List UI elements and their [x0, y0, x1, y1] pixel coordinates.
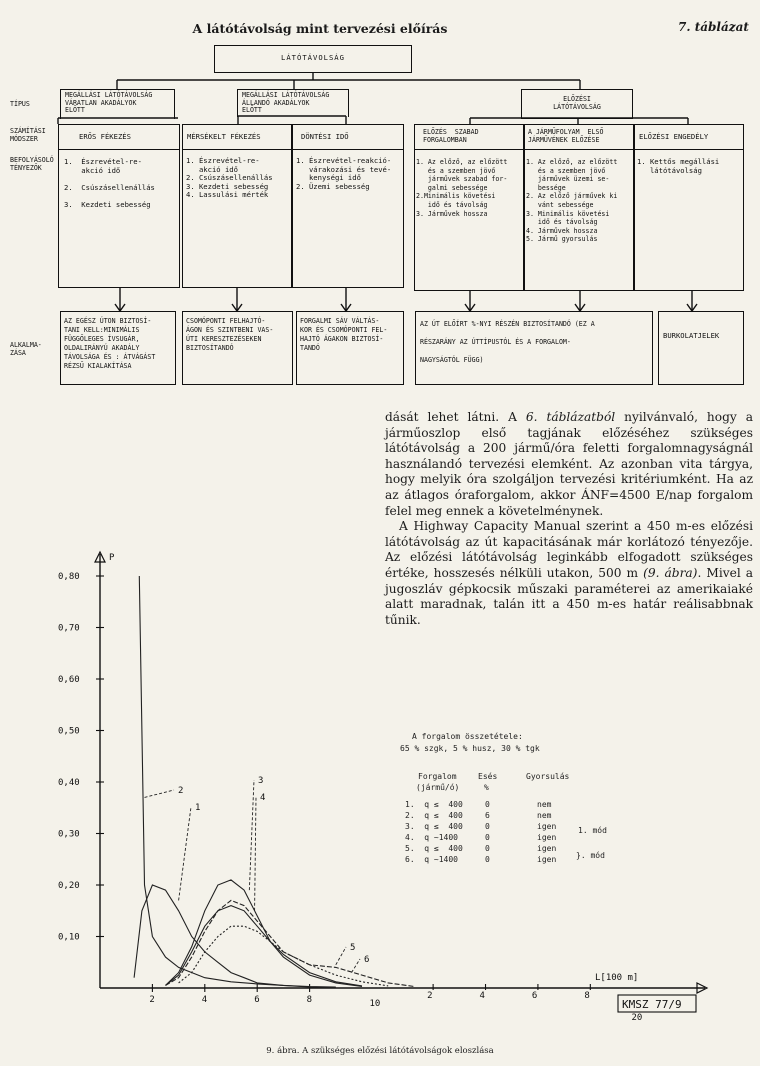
method-label: ELŐZÉS SZABAD FORGALOMBAN [423, 128, 479, 144]
legend-row: 5. q ≤ 400 0 igen [405, 844, 557, 853]
series-label-5: 5 [350, 943, 356, 953]
legend-title: A forgalom összetétele: [412, 732, 523, 741]
legend-row: 4. q ~1400 0 igen [405, 833, 557, 842]
column-6-header [634, 124, 744, 150]
series-leader [145, 790, 174, 797]
legend-col1b: (jármű/ó) [416, 783, 460, 792]
x-tick-label: 4 [201, 995, 208, 1005]
x-axis-label: L[100 m] [595, 973, 639, 983]
series-label-3: 3 [258, 776, 264, 786]
y-tick-label: 0,30 [58, 829, 80, 840]
series-line-2 [139, 576, 335, 987]
x-tick-label: 2 [149, 995, 155, 1005]
method-label: DÖNTÉSI IDŐ [301, 132, 349, 141]
method-label: ERŐS FÉKEZÉS [79, 132, 131, 141]
series-label-2: 2 [178, 786, 184, 796]
x-tick-label: 6 [531, 991, 538, 1001]
x-tick-label: 8 [306, 995, 313, 1005]
x-tick-label: 4 [479, 991, 485, 1001]
row-label-tipus: TÍPUS [10, 100, 30, 108]
root-label: LÁTÓTÁVOLSÁG [281, 53, 345, 62]
y-tick-label: 0,70 [58, 623, 80, 634]
x-tick-label: 8 [584, 991, 590, 1001]
type-box-3 [521, 89, 633, 119]
type-box-2 [237, 89, 349, 117]
x-tick-label: 6 [254, 995, 260, 1005]
x-tick-label: 10 [369, 999, 381, 1009]
application-box-4 [415, 311, 653, 385]
distribution-chart [0, 540, 760, 1020]
factors-1: 1. Észrevétel-re- akció idő 2. Csúszásellenállás 3. Kezdeti sebesség [64, 157, 155, 209]
legend-mode-2: }. mód [576, 851, 605, 860]
x-tick-label: 20 [631, 1013, 643, 1020]
series-leader [249, 780, 254, 890]
y-tick-label: 0,40 [58, 778, 80, 788]
type-box-1 [60, 89, 175, 119]
series-leader [352, 959, 360, 973]
column-3-header [292, 124, 404, 150]
application-text: AZ ÚT ELŐÍRT %-NYI RÉSZÉN BIZTOSÍTANDÓ (EZ A RÉSZARÁNY AZ ÚTTÍPUSTÓL ÉS A FORGALOM- NAGYSÁGTÓL FÜGG) [420, 320, 595, 364]
application-box-2 [182, 311, 293, 385]
legend-col3: Gyorsulás [526, 772, 570, 781]
application-box-1 [60, 311, 176, 385]
row-label-modszer: SZÁMÍTÁSI MÓDSZER [10, 127, 46, 143]
y-tick-label: 0,50 [58, 726, 80, 737]
column-1-header [58, 124, 180, 150]
factors-5: 1. Az előző, az előzött és a szemben jövő járművek üzemi se- bessége 2. Az előző járművek ki vánt sebessége 3. Minimális követési idő és távolság 4. Járművek hossza 5. Jármű gyorsulás [526, 158, 618, 244]
factors-3: 1. Észrevétel-reakció- várakozási és tevé- kenységi idő 2. Üzemi sebesség [296, 156, 392, 191]
column-4-header [414, 124, 524, 150]
factors-6: 1. Kettős megállási látótávolság [637, 157, 720, 175]
application-box-5 [658, 311, 744, 385]
paragraph-1: dását lehet látni. A 6. táblázatból nyilvánvaló, hogy a járműoszlop első tagjának előzéséhez szükséges látótávolság a 200 jármű/óra feletti forgalomnagyságnál használandó tervezési elemként. Az azonban vita tárgya, hogy melyik óra szolgáljon tervezési kritériumként. Ha az az átlagos óraforgalom, akkor ÁNF=4500 E/nap forgalom felel meg ennek a követelménynek. [385, 410, 753, 518]
factors-4: 1. Az előző, az előzött és a szemben jövő járművek szabad for- galmi sebessége 2.Minimális követési idő és távolság 3. Járművek hossza [416, 158, 508, 218]
legend-col1: Forgalom [418, 772, 457, 781]
series-label-4: 4 [260, 793, 266, 803]
series-leader [336, 947, 346, 965]
application-text: BURKOLATJELEK [663, 331, 720, 340]
figure-caption: 9. ábra. A szükséges előzési látótávolságok eloszlása [266, 1046, 494, 1056]
application-text: AZ EGÉSZ ÚTON BIZTOSÍ- TANI KELL:MINIMÁLIS FÜGGŐLEGES ÍVSUGÁR, OLDALIRÁNYÚ AKADÁLY TÁVOLSÁGA ÉS : ÁTVÁGÁST RÉZSŰ KIALAKÍTÁSA [64, 317, 156, 370]
root-box [214, 45, 412, 73]
type-label: ELŐZÉSI LÁTÓTÁVOLSÁG [553, 95, 601, 111]
application-text: FORGALMI SÁV VÁLTÁS- KOR ÉS CSOMÓPONTI FEL- HAJTÓ ÁGAKON BIZTOSÍ- TANDÓ [300, 317, 388, 352]
figure-code: KMSZ 77/9 [622, 998, 682, 1011]
row-label-tenyezok: BEFOLYÁSOLÓ TÉNYEZŐK [10, 156, 54, 172]
series-leader [179, 807, 191, 900]
y-tick-label: 0,60 [58, 675, 80, 685]
x-tick-label: 2 [427, 991, 433, 1001]
paragraph-2: A Highway Capacity Manual szerint a 450 m-es előzési látótávolság az út kapacitásának már korlátozó tényezője. Az előzési látótávolság leginkább elfogadott szükséges értéke, hosszesés nélküli utakon, 500 m (9. ábra). Mivel a jugoszláv gépkocsik műszaki paraméterei az amerikaiaké alatt maradnak, talán itt a 450 m-es határ reálisabbnak tűnik. [385, 519, 754, 627]
column-5-header [524, 124, 634, 150]
legend-col2: Esés [478, 772, 498, 781]
y-tick-label: 0,80 [58, 572, 80, 582]
application-text: CSOMÓPONTI FELHAJTÓ- ÁGON ÉS SZINTBENI VAS- ÚTI KERESZTEZÉSEKEN BIZTOSÍTANDÓ [186, 317, 274, 352]
legend-row: 1. q ≤ 400 0 nem [405, 800, 552, 809]
column-2-header [182, 124, 292, 150]
series-leader [255, 797, 256, 911]
type-label: MEGÁLLÁSI LÁTÓTÁVOLSÁG VÁRATLAN AKADÁLYOK ELŐTT [65, 91, 153, 115]
row-label-alkalmazas: ALKALMA- ZÁSA [10, 341, 42, 357]
y-axis-label: P [109, 553, 115, 563]
legend-row: 2. q ≤ 400 6 nem [405, 811, 552, 820]
legend-mode-1: 1. mód [578, 826, 607, 835]
method-label: MÉRSÉKELT FÉKEZÉS [187, 132, 261, 141]
legend-subtitle: 65 % szgk, 5 % husz, 30 % tgk [400, 744, 540, 753]
method-label: A JÁRMŰFOLYAM ELSŐ JÁRMŰVÉNEK ELŐZÉSE [528, 128, 604, 144]
series-line-5 [166, 900, 415, 986]
page-title: A látótávolság mint tervezési előírás [192, 21, 448, 36]
legend-row: 3. q ≤ 400 0 igen [405, 822, 557, 831]
y-tick-label: 0,20 [58, 881, 80, 891]
legend-row: 6. q ~1400 0 igen [405, 855, 557, 864]
table-label: 7. táblázat [678, 20, 749, 34]
series-label-1: 1 [195, 803, 201, 813]
series-label-6: 6 [364, 955, 370, 965]
y-tick-label: 0,10 [58, 932, 80, 943]
legend-col2b: % [484, 783, 489, 792]
factors-2: 1. Észrevétel-re- akció idő 2. Csúszásellenállás 3. Kezdeti sebesség 4. Lassulási mérték [186, 156, 273, 200]
method-label: ELŐZÉSI ENGEDÉLY [639, 132, 709, 141]
type-label: MEGÁLLÁSI LÁTÓTÁVOLSÁG ÁLLANDÓ AKADÁLYOK ELŐTT [242, 91, 330, 115]
application-box-3 [296, 311, 404, 385]
